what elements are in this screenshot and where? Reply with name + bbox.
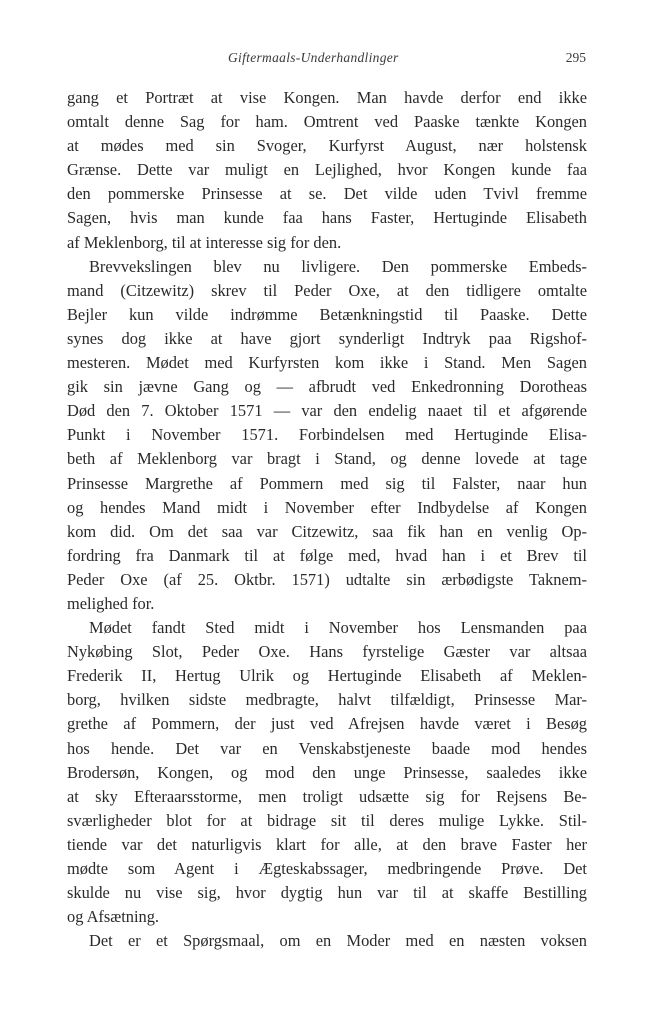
text-line: hos hende. Det var en Venskabstjeneste baade mod hendes <box>67 738 587 758</box>
text-line: mødte som Agent i Ægteskabssager, medbringende Prøve. Det <box>67 859 587 878</box>
text-line: kom did. Om det saa var Citzewitz, saa fik han en venlig Op- <box>67 521 587 541</box>
running-head-title: Giftermaals-Underhandlinger <box>228 50 399 65</box>
text-line: Nykøbing Slot, Peder Oxe. Hans fyrstelige Gæster var altsaa <box>67 642 587 662</box>
text-line: gik sin jævne Gang og — afbrudt ved Enkedronning Dorotheas <box>67 377 587 397</box>
text-line: Død den 7. Oktober 1571 — var den endelig naaet til et afgørende <box>67 401 587 421</box>
text-line: at sky Efteraarsstorme, men troligt udsætte sig for Rejsens Be- <box>67 786 587 806</box>
text-line: Brevvekslingen blev nu livligere. Den pommerske Embeds- <box>89 256 587 276</box>
text-line: at mødes med sin Svoger, Kurfyrst August, nær holstensk <box>67 136 587 156</box>
text-line: mesteren. Mødet med Kurfyrsten kom ikke i Stand. Men Sagen <box>67 353 587 373</box>
text-line: Frederik II, Hertug Ulrik og Hertuginde Elisabeth af Meklen- <box>67 666 587 686</box>
page-number: 295 <box>565 50 586 65</box>
text-line: synes dog ikke at have gjort synderligt Indtryk paa Rigshof- <box>67 328 587 348</box>
text-line: den pommerske Prinsesse at se. Det vilde uden Tvivl fremme <box>67 184 587 204</box>
text-line: Det er et Spørgsmaal, om en Moder med en næsten voksen <box>89 931 587 951</box>
running-head <box>66 50 586 70</box>
text-line: mand (Citzewitz) skrev til Peder Oxe, at den tidligere omtalte <box>67 280 587 300</box>
text-line: og hendes Mand midt i November efter Indbydelse af Kongen <box>67 497 587 517</box>
text-line: Sagen, hvis man kunde faa hans Faster, Hertuginde Elisabeth <box>67 208 587 228</box>
text-line: beth af Meklenborg var bragt i Stand, og denne lovede at tage <box>67 449 587 469</box>
text-line: Prinsesse Margrethe af Pommern med sig til Falster, naar hun <box>67 473 587 493</box>
text-line: Brodersøn, Kongen, og mod den unge Prinsesse, saaledes ikke <box>67 762 587 782</box>
text-line: af Meklenborg, til at interesse sig for den. <box>67 232 342 252</box>
text-line: Punkt i November 1571. Forbindelsen med Hertuginde Elisa- <box>67 425 587 445</box>
text-line: melighed for. <box>67 593 155 613</box>
text-line: Grænse. Dette var muligt en Lejlighed, hvor Kongen kunde faa <box>67 160 587 180</box>
text-line: borg, hvilken sidste medbragte, halvt tilfældigt, Prinsesse Mar- <box>67 690 587 710</box>
text-line: grethe af Pommern, der just ved Afrejsen havde været i Besøg <box>67 714 587 734</box>
text-line: Bejler kun vilde indrømme Betænkningstid til Paaske. Dette <box>67 304 587 324</box>
body-text <box>67 86 587 953</box>
text-line: sværligheder blot for at bidrage sit til deres mulige Lykke. Stil- <box>67 810 587 830</box>
text-line: fordring fra Danmark til at følge med, hvad han i et Brev til <box>67 545 587 565</box>
text-line: tiende var det naturligvis klart for alle, at den brave Faster her <box>67 834 587 854</box>
text-line: gang et Portræt at vise Kongen. Man havde derfor end ikke <box>67 88 587 107</box>
text-line: Peder Oxe (af 25. Oktbr. 1571) udtalte sin ærbødigste Taknem- <box>67 569 587 589</box>
text-line: skulde nu vise sig, hvor dygtig hun var til at skaffe Bestilling <box>67 883 587 903</box>
text-line: Mødet fandt Sted midt i November hos Lensmanden paa <box>89 618 587 638</box>
text-line: omtalt denne Sag for ham. Omtrent ved Paaske tænkte Kongen <box>67 112 587 132</box>
text-line: og Afsætning. <box>67 907 159 927</box>
